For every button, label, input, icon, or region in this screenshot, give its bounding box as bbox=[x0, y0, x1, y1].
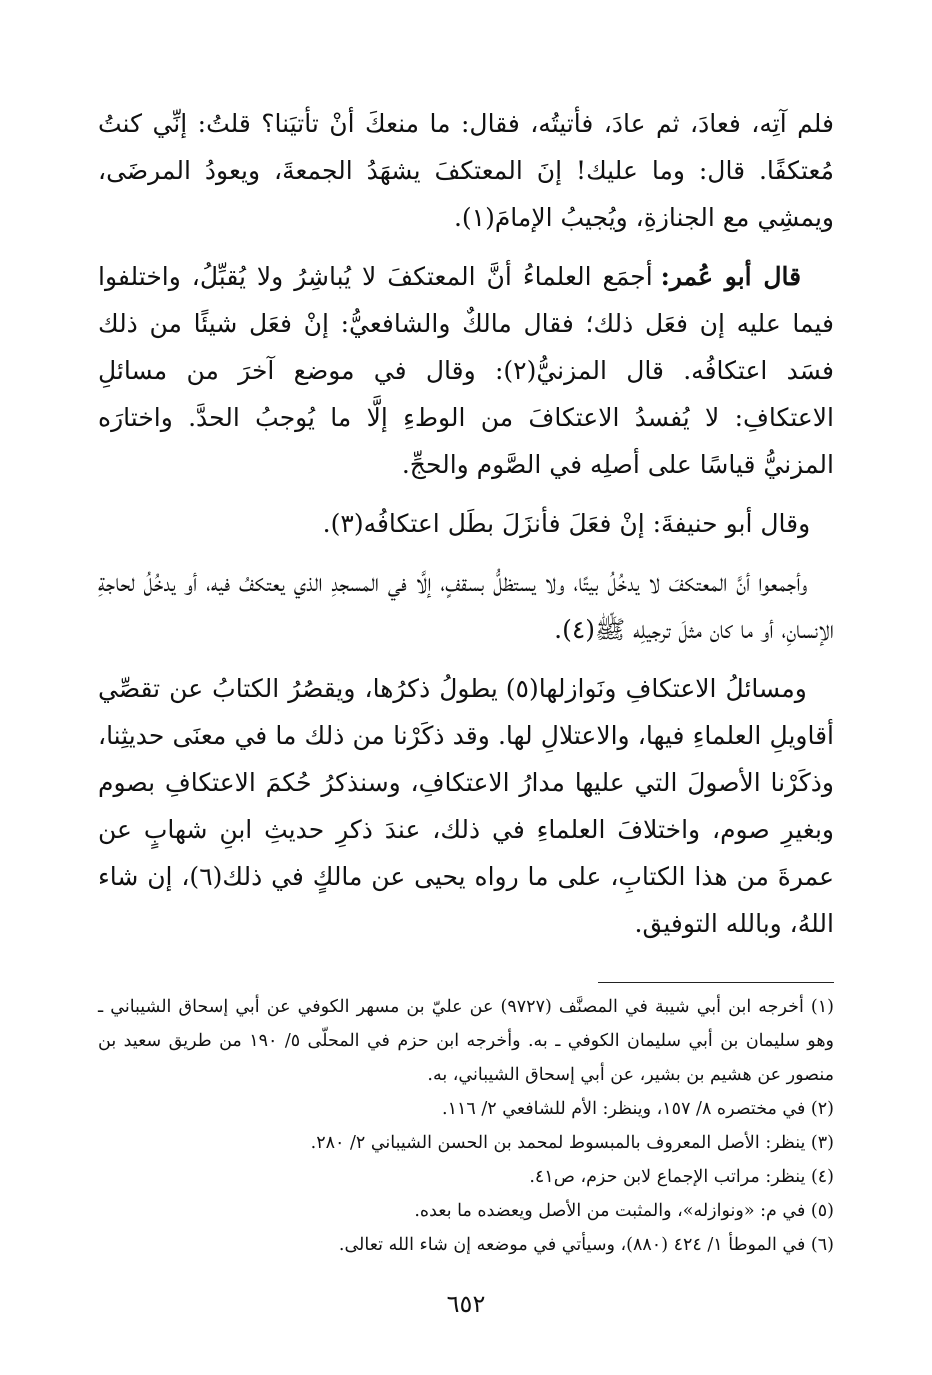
main-text bbox=[98, 100, 834, 959]
paragraph-4-text: وأجمعوا أنَّ المعتكفَ لا يدخُلُ بيتًا، ولا يستظلُّ بسقفٍ، إلَّا في المسجدِ الذي يعتكفُ فيه، أو يدخُلُ لحاجةِ الإنسانِ، أو ما كان مثلَ ترجيلِه ﷺ(٤). bbox=[98, 568, 834, 644]
footnote-1: (١) أخرجه ابن أبي شيبة في المصنَّف (٩٧٢٧) عن عليّ بن مسهر الكوفي عن أبي إسحاق الشيباني ـ وهو سليمان بن أبي سليمان الكوفي ـ به. وأخرجه ابن حزم في المحلّى ٥/ ١٩٠ من طريق سعيد بن منصور عن هشيم بن بشير، عن أبي إسحاق الشيباني، به. bbox=[98, 997, 834, 1085]
footnote-3: (٣) ينظر: الأصل المعروف بالمبسوط لمحمد بن الحسن الشيباني ٢/ ٢٨٠. bbox=[310, 1133, 834, 1153]
paragraph-4 bbox=[98, 559, 834, 653]
paragraph-5-text: ومسائلُ الاعتكافِ ونَوازلها(٥) يطولُ ذكرُها، ويقصُرُ الكتابُ عن تقصِّي أقاويلِ العلماءِ فيها، والاعتلالِ لها. وقد ذكَرْنا من ذلك ما في معنَى حديثِنا، وذكَرْنا الأصولَ التي عليها مدارُ الاعتكافِ، وسنذكرُ حُكمَ الاعتكافِ بصوم وبغيرِ صوم، واختلافَ العلماءِ في ذلك، عندَ ذكرِ حديثِ ابنِ شهابٍ عن عمرةَ من هذا الكتابِ، على ما رواه يحيى عن مالكٍ في ذلك(٦)، إن شاء اللهُ، وبالله التوفيق. bbox=[98, 674, 835, 938]
footnote-6: (٦) في الموطأ ١/ ٤٢٤ (٨٨٠)، وسيأتي في موضعه إن شاء الله تعالى. bbox=[338, 1235, 834, 1255]
footnote-separator bbox=[598, 982, 834, 983]
paragraph-2-lead: قال أبو عُمر: bbox=[660, 262, 802, 291]
footnote-2: (٢) في مختصره ٨/ ١٥٧، وينظر: الأم للشافعي ٢/ ١١٦. bbox=[442, 1099, 834, 1119]
paragraph-3 bbox=[98, 500, 834, 547]
page-number: ٦٥٢ bbox=[446, 1290, 486, 1318]
paragraph-2-text: أجمَع العلماءُ أنَّ المعتكفَ لا يُباشِرُ ولا يُقبِّلُ، واختلفوا فيما عليه إن فعَل ذلك؛ فقال مالكٌ والشافعيُّ: إنْ فعَل شيئًا من ذلك فسَد اعتكافُه. قال المزنيُّ(٢): وقال في موضع آخرَ من مسائلِ الاعتكافِ: لا يُفسدُ الاعتكافَ من الوطءِ إلَّا ما يُوجبُ الحدَّ. واختارَه المزنيُّ قياسًا على أصلِه في الصَّوم والحجِّ. bbox=[98, 262, 835, 479]
paragraph-3-text: وقال أبو حنيفةَ: إنْ فعَلَ فأنزَلَ بطَل اعتكافُه(٣). bbox=[322, 509, 811, 538]
footnote-4: (٤) ينظر: مراتب الإجماع لابن حزم، ص٤١. bbox=[529, 1167, 834, 1187]
footnote-5: (٥) في م: «ونوازله»، والمثبت من الأصل ويعضده ما بعده. bbox=[414, 1201, 834, 1221]
paragraph-1: فلم آتِه، فعادَ، ثم عادَ، فأتيتُه، فقال: ما منعكَ أنْ تأتيَنا؟ قلتُ: إنِّي كنتُ مُعتكفًا. قال: وما عليك! إنَ المعتكفَ يشهَدُ الجمعةَ، ويعودُ المرضَى، ويمشِي مع الجنازةِ، ويُجيبُ الإمامَ(١). bbox=[98, 109, 834, 232]
footnotes bbox=[98, 990, 834, 1262]
paragraph-2 bbox=[98, 253, 834, 488]
paragraph-5 bbox=[98, 665, 834, 947]
